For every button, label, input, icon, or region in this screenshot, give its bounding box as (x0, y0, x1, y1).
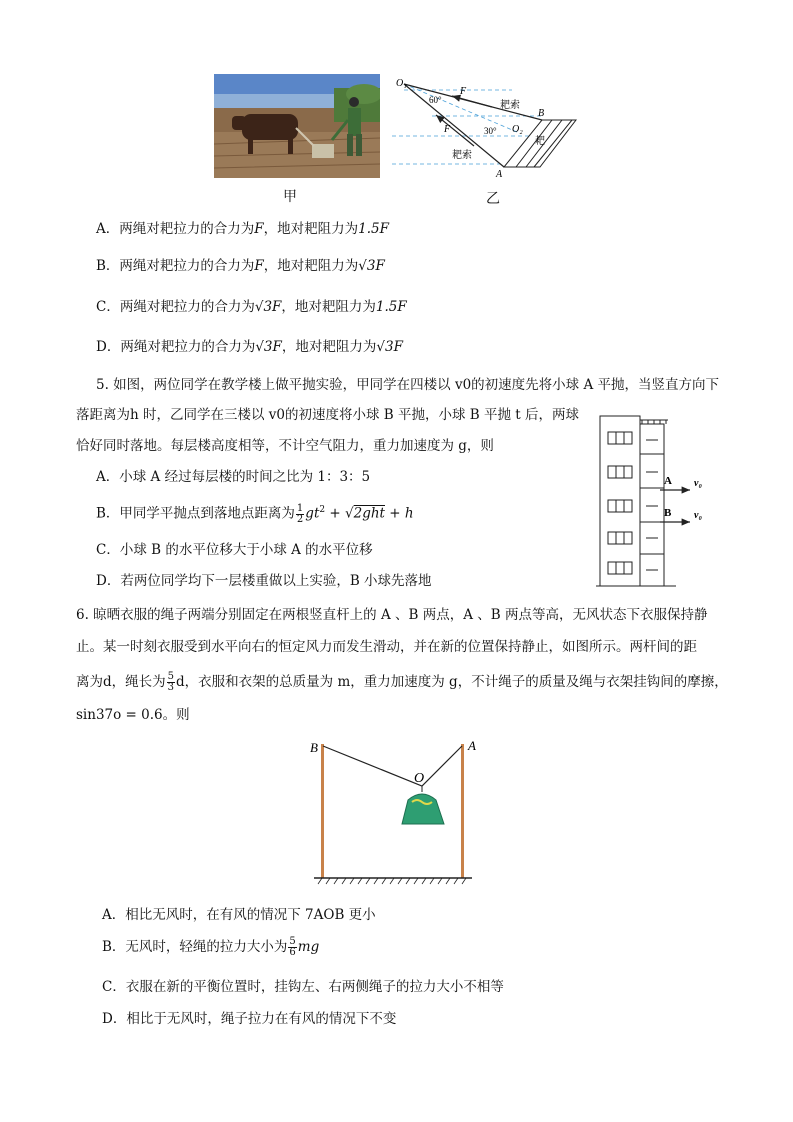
q4-option-a: A．两绳对耙拉力的合力为F，地对耙阻力为1.5F (96, 221, 389, 237)
q5-stem-line3: 恰好同时落地。每层楼高度相等，不计空气阻力，重力加速度为 g，则 (76, 438, 494, 454)
label-point-a: A (468, 738, 476, 753)
label-f-lower: F (444, 124, 451, 135)
q5-stem-line2: 落距离为h 时，乙同学在三楼以 v0的初速度将小球 B 平抛，小球 B 平抛 t 后，两球 (76, 407, 580, 423)
q4-option-d: D．两绳对耙拉力的合力为√3F，地对耙阻力为√3F (96, 339, 403, 355)
label-point-b: B (310, 740, 318, 755)
label-o1: O₁ (396, 78, 407, 89)
q6-stem-line3: 离为d，绳长为 $\frac{5}{3}$ d，衣服和衣架的总质量为 m，重力加速度为 g，不计绳子的质量及绳与衣架挂钩间的摩擦， (76, 671, 728, 693)
q5-option-a: A．小球 A 经过每层楼的时间之比为 1：3：5 (96, 469, 371, 485)
label-rake: 耙 (535, 136, 545, 147)
q6-stem-line4: sin37o = 0.6。则 (76, 707, 190, 723)
q5-stem-line1: 5. 如图，两位同学在教学楼上做平抛实验，甲同学在四楼以 v0的初速度先将小球 A 平抛，当竖直方向下 (96, 377, 720, 393)
label-point-o: O (414, 771, 425, 786)
label-rope-upper: 耙索 (500, 100, 520, 111)
label-rope-lower: 耙索 (452, 150, 472, 161)
diagram-figure-yi (392, 72, 578, 180)
q5-option-d: D．若两位同学均下一层楼重做以上实验，B 小球先落地 (96, 573, 432, 589)
figure-caption-yi: 乙 (486, 191, 500, 207)
photo-figure-jia (214, 74, 380, 178)
q5-option-b: B．甲同学平抛点到落地点距离为 $\frac{1}{2}$ $gt^2 + √2ght + h$ (96, 502, 414, 525)
q6-stem-line1: 6. 晾晒衣服的绳子两端分别固定在两根竖直杆上的 A 、B 两点，A 、B 两点等高，无风状态下衣服保持静 (76, 607, 708, 623)
label-angle-60: 60° (429, 95, 442, 105)
label-o2: O₂ (512, 124, 523, 135)
figure-caption-jia: 甲 (283, 189, 297, 205)
q6-option-d: D．相比于无风时，绳子拉力在有风的情况下不变 (102, 1011, 397, 1027)
q4-option-c: C．两绳对耙拉力的合力为√3F，地对耙阻力为1.5F (96, 299, 407, 315)
label-ball-a: A (664, 475, 672, 487)
label-v0-a: v₀ (694, 478, 702, 489)
label-ball-b: B (664, 507, 672, 519)
q5-option-c: C．小球 B 的水平位移大于小球 A 的水平位移 (96, 542, 373, 558)
clothesline-figure (304, 736, 480, 886)
q6-option-b: B．无风时，轻绳的拉力大小为 $\frac{5}{6}$ mg (102, 936, 320, 958)
label-b: B (538, 108, 545, 119)
label-v0-b: v₀ (694, 510, 702, 521)
q6-stem-line2: 止。某一时刻衣服受到水平向右的恒定风力而发生滑动，并在新的位置保持静止，如图所示。两杆间的距 (76, 639, 697, 655)
q6-option-c: C．衣服在新的平衡位置时，挂钩左、右两侧绳子的拉力大小不相等 (102, 979, 504, 995)
q4-option-b: B．两绳对耙拉力的合力为F，地对耙阻力为√3F (96, 258, 385, 274)
label-a: A (496, 169, 503, 180)
q6-option-a: A．相比无风时，在有风的情况下 7AOB 更小 (102, 907, 376, 923)
building-figure (596, 410, 718, 590)
label-f-upper: F (460, 86, 467, 97)
label-angle-30: 30° (484, 126, 497, 136)
